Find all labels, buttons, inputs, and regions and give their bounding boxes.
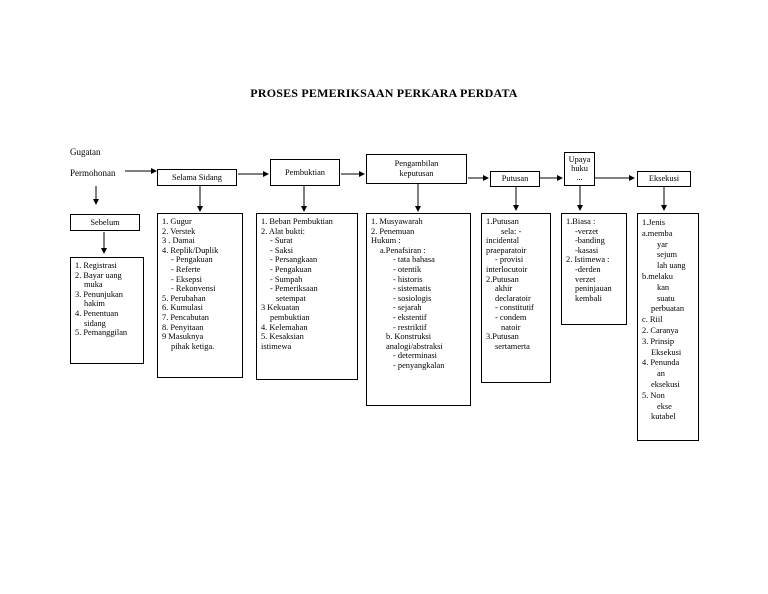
- list-item: - Saksi: [270, 245, 294, 255]
- list-item: 1. Musyawarah: [371, 217, 423, 226]
- list-item: sejum: [657, 250, 678, 260]
- pengambilan-keputusan-list: [366, 213, 471, 406]
- list-item: - Pemeriksaan: [270, 284, 318, 294]
- list-item: 3 Kekuatan: [261, 303, 300, 313]
- list-item: kutabel: [651, 412, 676, 422]
- pengambilan-keputusan-header: [366, 154, 467, 184]
- list-item: 2.Putusan: [486, 274, 519, 284]
- list-item: 2. Caranya: [642, 325, 679, 335]
- list-item: - Sumpah: [270, 274, 303, 284]
- list-item: an: [657, 369, 665, 379]
- list-item: - Pengakuan: [270, 264, 312, 274]
- list-item: 1. Registrasi: [75, 261, 117, 270]
- list-item: 2. Alat bukti:: [261, 226, 305, 236]
- list-item: kan: [657, 282, 670, 292]
- list-item: - determinasi: [393, 351, 437, 361]
- list-item: - ekstentif: [393, 312, 427, 322]
- list-item: peninjauan: [575, 284, 612, 294]
- list-item: 1. Beban Pembuktian: [261, 217, 333, 226]
- list-item: sela: -: [501, 226, 522, 236]
- list-item: - Surat: [270, 236, 293, 246]
- list-item: - constitutif: [495, 303, 534, 313]
- selama-sidang-list: [157, 213, 243, 378]
- list-item: hakim: [84, 299, 105, 309]
- list-item: eksekusi: [651, 379, 680, 389]
- list-item: 4. Penentuan: [75, 308, 119, 318]
- list-item: yar: [657, 239, 668, 249]
- header-line: Upaya: [568, 155, 591, 164]
- list-item: natoir: [501, 322, 521, 332]
- list-item: suatu: [657, 293, 675, 303]
- list-item: 6. Kumulasi: [162, 303, 203, 313]
- list-item: 2. Verstek: [162, 226, 196, 236]
- list-item: - provisi: [495, 255, 524, 265]
- permohonan-label: Permohonan: [70, 168, 116, 178]
- list-item: 4. Replik/Duplik: [162, 245, 219, 255]
- list-item: -verzet: [575, 226, 599, 236]
- list-item: 2. Istimewa :: [566, 255, 610, 265]
- list-item: 3 . Damai: [162, 236, 195, 246]
- list-item: 3.Putusan: [486, 332, 519, 342]
- header-line: keputusan: [399, 168, 434, 178]
- list-item: 7. Pencabutan: [162, 312, 209, 322]
- list-item: - sejarah: [393, 303, 422, 313]
- page-title: PROSES PEMERIKSAAN PERKARA PERDATA: [250, 86, 518, 100]
- list-item: - tata bahasa: [393, 255, 435, 265]
- list-item: b.melaku: [642, 271, 673, 281]
- list-item: praeparatoir: [486, 245, 527, 255]
- list-item: incidental: [486, 236, 520, 246]
- sebelum-list: [70, 257, 144, 364]
- eksekusi-list: [637, 213, 699, 441]
- list-item: 3. Prinsip: [642, 336, 675, 346]
- list-item: 1.Biasa :: [566, 217, 596, 226]
- list-item: 2. Bayar uang: [75, 270, 122, 280]
- gugatan-label: Gugatan: [70, 147, 101, 157]
- list-item: Eksekusi: [651, 347, 682, 357]
- list-item: a.memba: [642, 228, 673, 238]
- list-item: - otentik: [393, 264, 422, 274]
- list-item: - restriktif: [393, 322, 427, 332]
- list-item: 2. Penemuan: [371, 226, 415, 236]
- list-item: ekse: [657, 401, 672, 411]
- list-item: declaratoir: [495, 293, 531, 303]
- list-item: 5. Kesaksian: [261, 332, 304, 342]
- list-item: perbuatan: [651, 304, 685, 314]
- upaya-hukum-list: [561, 213, 627, 325]
- list-item: a.Penafsiran :: [380, 245, 426, 255]
- list-item: setempat: [276, 293, 306, 303]
- list-item: interlocutoir: [486, 264, 528, 274]
- list-item: muka: [84, 280, 103, 290]
- list-item: 3. Penunjukan: [75, 289, 123, 299]
- upaya-hukum-header: [564, 152, 595, 186]
- header-line: huku: [571, 164, 588, 173]
- putusan-header: Putusan: [490, 171, 540, 187]
- list-item: sidang: [84, 318, 106, 328]
- selama-sidang-header: Selama Sidang: [157, 169, 237, 186]
- list-item: c. Riil: [642, 315, 663, 325]
- pembuktian-header: Pembuktian: [270, 159, 340, 186]
- list-item: kembali: [575, 293, 602, 303]
- list-item: 1.Jenis: [642, 218, 666, 227]
- list-item: b. Konstruksi: [386, 332, 432, 342]
- list-item: 4. Penunda: [642, 358, 680, 368]
- list-item: - historis: [393, 274, 423, 284]
- list-item: - Referte: [171, 264, 201, 274]
- list-item: pembuktian: [270, 312, 310, 322]
- pembuktian-list: [256, 213, 358, 380]
- list-item: - sosiologis: [393, 293, 432, 303]
- list-item: 4. Kelemahan: [261, 322, 308, 332]
- list-item: 5. Pemanggilan: [75, 328, 128, 338]
- list-item: - Pengakuan: [171, 255, 213, 265]
- eksekusi-header: Eksekusi: [637, 171, 691, 187]
- list-item: 1.Putusan: [486, 217, 519, 226]
- header-line: ...: [576, 173, 583, 182]
- list-item: istimewa: [261, 341, 292, 351]
- list-item: analogi/abstraksi: [386, 341, 443, 351]
- list-item: lah uang: [657, 261, 686, 271]
- list-item: akhir: [495, 284, 513, 294]
- list-item: Hukum :: [371, 236, 401, 246]
- list-item: - sistematis: [393, 284, 431, 294]
- list-item: sertamerta: [495, 341, 530, 351]
- sebelum-header: Sebelum: [70, 214, 140, 231]
- list-item: - Rekonvensi: [171, 284, 216, 294]
- list-item: - Persangkaan: [270, 255, 318, 265]
- header-line: Pengambilan: [394, 159, 439, 168]
- list-item: -kasasi: [575, 245, 599, 255]
- list-item: 8. Penyitaan: [162, 322, 204, 332]
- list-item: -derden: [575, 264, 601, 274]
- list-item: verzet: [575, 274, 596, 284]
- list-item: -banding: [575, 236, 605, 246]
- list-item: - penyangkalan: [393, 360, 445, 370]
- list-item: 5. Non: [642, 390, 665, 400]
- list-item: 9 Masuknya: [162, 332, 204, 342]
- list-item: pihak ketiga.: [171, 341, 215, 351]
- putusan-list: [481, 213, 551, 383]
- list-item: 5. Perubahan: [162, 293, 206, 303]
- list-item: - condem: [495, 312, 527, 322]
- list-item: - Eksepsi: [171, 274, 202, 284]
- list-item: 1. Gugur: [162, 217, 192, 226]
